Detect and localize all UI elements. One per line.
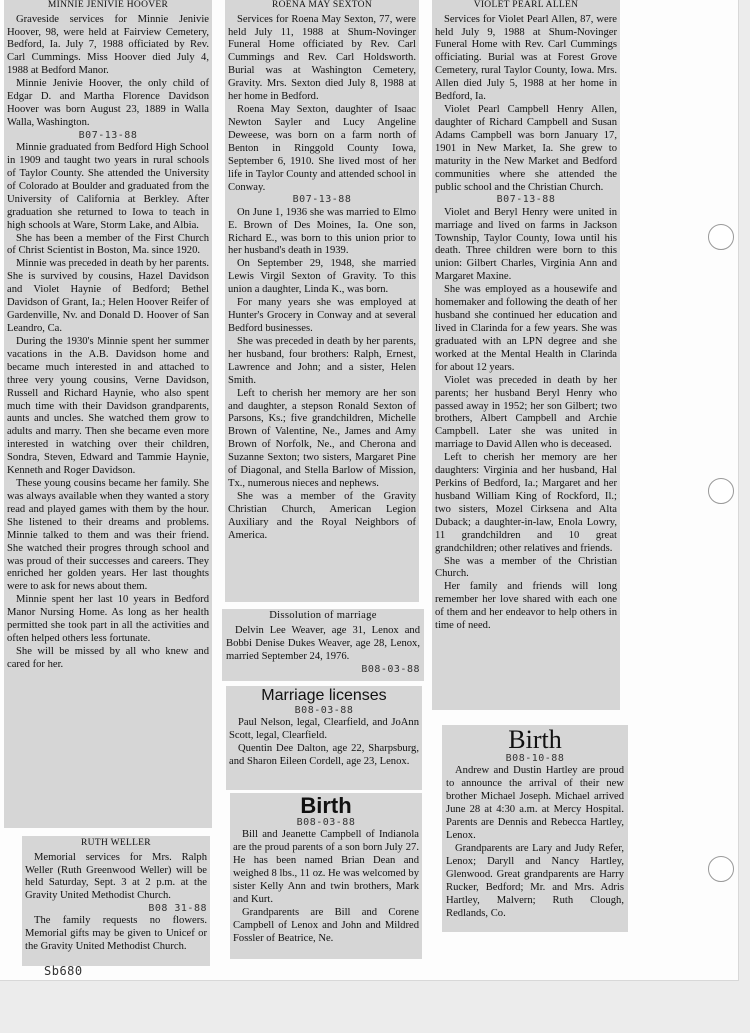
- handwritten-note: B08-10-88: [505, 753, 565, 765]
- headline: Dissolution of marriage: [269, 610, 377, 621]
- headline: ROENA MAY SEXTON: [272, 0, 372, 10]
- handwritten-note: B07-13-88: [78, 129, 138, 141]
- headline: Birth: [300, 793, 352, 818]
- headline: Birth: [508, 725, 562, 754]
- footer-code: Sb680: [44, 964, 83, 978]
- notice-birth-campbell: Birth B08-03-88 Bill and Jeanette Campbell of Indianola are the proud parents of a son born July 27. He has been named Brian Dean and weighed 8 lbs., 11 oz. He was welcomed by sister Kelly Ann and twin brothers, Mark and Kurt. Grandparents are Bill and Corene Campbell of Lenox and John and Mildred Fossler of Beatrice, Ne.: [230, 793, 422, 959]
- obituary-hoover: MINNIE JENIVIE HOOVER Graveside services for Minnie Jenivie Hoover, 98, were held at Fairview Cemetery, Bedford, Ia. July 7, 1988 officiated by Rev. Carl Cummings. Miss Hoover died July 4, 1988 at Bedford Manor. Minnie Jenivie Hoover, the only child of Edgar D. and Martha Florence Davidson Hoover was born August 23, 1889 in Walla Walla, Washington. B07-13-88 Minnie graduated from Bedford High School in 1909 and taught two years in rural schools of Taylor County. She attended the University of Colorado at Boulder and graduated from the University of California at Berkley. After graduation she returned to Iowa to teach in high schools at Ware, Storm Lake, and Albia. She has been a member of the First Church of Christ Scientist in Boston, Ma. since 1920. Minnie was preceded in death by her parents. She is survived by cousins, Hazel Davidson and Violet Haynie of Bedford; Bethel Davidson of Grant, Ia.; Helen Hoover Reifer of Gardenville, Nv. and Donald D. Hoover of San Leandro, Ca. During the 1930's Minnie spent her summer vacations in the A.B. Davidson home and became much interested in and attached to three very young cousins, Verne Davidson, Russell and Richard Haynie, who also spent much time with their Davidson grandparents, aunts and uncles. She watched them grow to adults and marry. Then she became even more interested in watching over their children, Sondra, Steven, Edward and Tammie Haynie, Kenneth and Roger Davidson. These young cousins became her family. She was always available when they wanted a story read and played games with them by the hour. She listened to their dreams and problems. Minnie talked to them and was their friend. She watched their progres through school and was proud of their successes and careers. They enriched her golden years. Her last thoughts were to ask for news about them. Minnie spent her last 10 years in Bedford Manor Nursing Home. As long as her health permitted she took part in all the activities and often helped others less fortunate. She will be missed by all who knew and cared for her.: [4, 0, 212, 828]
- notice-dissolution: Dissolution of marriage Delvin Lee Weaver, age 31, Lenox and Bobbi Denise Dukes Weaver, age 28, Lenox, married September 24, 1976. B08-03-88: [222, 609, 424, 681]
- notice-marriage-licenses: Marriage licenses B08-03-88 Paul Nelson, legal, Clearfield, and JoAnn Scott, legal, Clearfield. Quentin Dee Dalton, age 22, Sharpsburg, and Sharon Eileen Cordell, age 23, Lenox.: [226, 686, 422, 790]
- binder-hole-bottom: [708, 856, 734, 882]
- headline: RUTH WELLER: [81, 838, 151, 848]
- handwritten-note: B07-13-88: [496, 194, 556, 206]
- obituary-weller: RUTH WELLER Memorial services for Mrs. Ralph Weller (Ruth Greenwood Weller) will be held Saturday, Sept. 3 at 2 p.m. at the Gravity United Methodist Church. B08 31-88 The family requests no flowers. Memorial gifts may be given to Unicef or the Gravity United Methodist Church.: [22, 836, 210, 966]
- headline: Marriage licenses: [261, 687, 387, 704]
- headline: MINNIE JENIVIE HOOVER: [47, 0, 169, 10]
- binder-hole-top: [708, 224, 734, 250]
- obituary-allen: VIOLET PEARL ALLEN Services for Violet Pearl Allen, 87, were held July 9, 1988 at Shum-Novinger Funeral Home with Rev. Carl Cummings officiating. Burial was at Forest Grove Cemetery, rural Taylor County, Iowa. Mrs. Allen died July 5, 1988 at her home in Bedford, Ia. Violet Pearl Campbell Henry Allen, daughter of Richard Campbell and Susan Adams Campbell was born January 17, 1901 in New Market, Ia. She grew to maturity in the New Market and Bedford communities where she attended the public school and the Christian Church. B07-13-88 Violet and Beryl Henry were united in marriage and lived on farms in Jackson Township, Taylor County, Iowa until his death. Three children were born to this union: Gilbert Charles, Virginia Ann and Margaret Maxine. She was employed as a housewife and homemaker and following the death of her husband she continued her education and lived in Clarinda for a few years. She was graduated with an LPN degree and she worked at the Mental Health in Clarinda for about 12 years. Violet was preceded in death by her parents; her husband Beryl Henry who passed away in 1952; her son Gilbert; two brothers, Albert Campbell and Archie Campbell. Later she was united in marriage to David Allen who is deceased. Left to cherish her memory are her daughters: Virginia and her husband, Hal Perkins of Bedford, Ia.; Margaret and her husband William King of Rockford, Il.; two sisters, Mozel Cirksena and Alta Duback; a daughter-in-law, Enola Lowry, 11 grandchildren and 10 great grandchildren; other relatives and friends. She was a member of the Christian Church. Her family and friends will long remember her love shared with each one of them and her endeavor to help others in time of need.: [432, 0, 620, 710]
- handwritten-note: B08-03-88: [361, 663, 420, 675]
- handwritten-note: B08-03-88: [296, 817, 356, 829]
- notice-birth-hartley: Birth B08-10-88 Andrew and Dustin Hartley are proud to announce the arrival of their new brother Michael Joseph. Michael arrived June 28 at 4:30 a.m. at Mercy Hospital. Parents are Dennis and Rebecca Hartley, Lenox. Grandparents are Lary and Judy Refer, Lenox; Daryll and Nancy Hartley, Glenwood. Great grandparents are Harry Rucker, Bedford; Mr. and Mrs. Adris Hartley, Malvern; Ruth Clough, Redlands, Co.: [442, 725, 628, 932]
- handwritten-note: B08 31-88: [148, 903, 207, 915]
- binder-hole-middle: [708, 478, 734, 504]
- handwritten-note: B07-13-88: [292, 194, 352, 206]
- obituary-sexton: ROENA MAY SEXTON Services for Roena May Sexton, 77, were held July 11, 1988 at Shum-Novinger Funeral Home officiated by Rev. Carl Cummings and Rev. Carl Holdsworth. Burial was at Washington Cemetery, Gravity. Mrs. Sexton died July 8, 1988 at her home in Bedford. Roena May Sexton, daughter of Isaac Newton Sayler and Lucy Angeline Deweese, was born on a farm north of Benton in Ringgold County Iowa, September 6, 1910. She lived most of her life in Taylor County and attended school in Conway. B07-13-88 On June 1, 1936 she was married to Elmo E. Brown of Des Moines, Ia. One son, Richard E., was born to this union prior to her husband's death in 1939. On September 29, 1948, she married Lewis Virgil Sexton of Gravity. To this union a daughter, Linda K., was born. For many years she was employed at Hunter's Grocery in Conway and at several Bedford businesses. She was preceded in death by her parents, her husband, four brothers: Ralph, Ernest, Lawrence and John; and a sister, Helen Smith. Left to cherish her memory are her son and daughter, a stepson Ronald Sexton of Parsons, Ks.; five grandchildren, Michelle Brown of Valentine, Ne., James and Amy Brown of Norfolk, Ne., and Cherona and Suzanne Sexton; two sisters, Margaret Pine of Diagonal, and Stella Barlow of Mission, Tx., numerous nieces and nephews. She was a member of the Gravity Christian Church, American Legion Auxiliary and the Royal Neighbors of America.: [225, 0, 419, 602]
- handwritten-note: B08-03-88: [294, 704, 354, 716]
- headline: VIOLET PEARL ALLEN: [473, 0, 579, 10]
